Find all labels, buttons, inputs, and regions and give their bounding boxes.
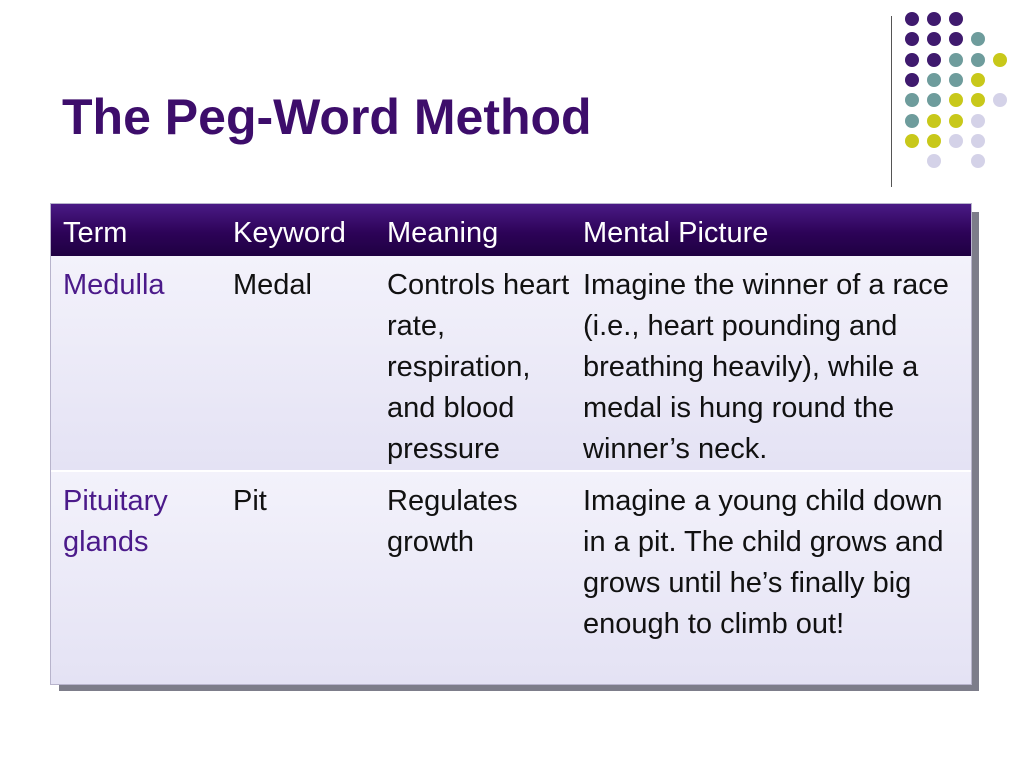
decorative-dot bbox=[905, 12, 919, 26]
decorative-dot bbox=[971, 32, 985, 46]
decorative-dot bbox=[927, 93, 941, 107]
decorative-dot bbox=[949, 134, 963, 148]
decorative-dot bbox=[905, 73, 919, 87]
cell-term: Medulla bbox=[63, 269, 165, 301]
cell-meaning: Controls heart rate, respiration, and blood pressure bbox=[387, 269, 570, 465]
cell-term: Pituitary glands bbox=[63, 485, 168, 558]
cell-keyword: Pit bbox=[233, 485, 267, 517]
decorative-dot bbox=[949, 73, 963, 87]
decorative-dot bbox=[927, 53, 941, 67]
decorative-dot bbox=[927, 134, 941, 148]
decorative-dot bbox=[971, 53, 985, 67]
decorative-dot bbox=[949, 114, 963, 128]
table-row bbox=[51, 472, 971, 684]
decorative-dot bbox=[971, 114, 985, 128]
column-header-keyword: Keyword bbox=[233, 217, 346, 249]
column-header-meaning: Meaning bbox=[387, 217, 499, 249]
table-header-row bbox=[51, 204, 971, 256]
cell-mental-picture: Imagine the winner of a race (i.e., heart pounding and breathing heavily), while a medal is hung round the winner’s neck. bbox=[583, 269, 949, 465]
decorative-dot bbox=[993, 53, 1007, 67]
column-header-mental-picture: Mental Picture bbox=[583, 217, 769, 249]
decorative-dot bbox=[971, 154, 985, 168]
slide-title: The Peg-Word Method bbox=[62, 89, 592, 145]
decorative-dot bbox=[993, 93, 1007, 107]
decorative-dot bbox=[927, 114, 941, 128]
decorative-dot bbox=[905, 53, 919, 67]
decorative-dot bbox=[905, 134, 919, 148]
decorative-dot bbox=[949, 93, 963, 107]
peg-word-table bbox=[50, 203, 972, 685]
decorative-dot bbox=[927, 32, 941, 46]
decorative-dot bbox=[927, 154, 941, 168]
decorative-dot bbox=[905, 32, 919, 46]
table-row bbox=[51, 256, 971, 470]
decorative-dot-grid bbox=[905, 12, 1015, 172]
column-header-term: Term bbox=[63, 217, 128, 249]
decorative-dot bbox=[971, 93, 985, 107]
cell-keyword: Medal bbox=[233, 269, 312, 301]
decorative-dot bbox=[971, 73, 985, 87]
decorative-divider-line bbox=[891, 16, 892, 187]
decorative-dot bbox=[949, 53, 963, 67]
decorative-dot bbox=[905, 114, 919, 128]
decorative-dot bbox=[927, 12, 941, 26]
cell-meaning: Regulates growth bbox=[387, 485, 518, 558]
decorative-dot bbox=[971, 134, 985, 148]
cell-mental-picture: Imagine a young child down in a pit. The child grows and grows until he’s finally big enough to climb out! bbox=[583, 485, 944, 640]
decorative-dot bbox=[927, 73, 941, 87]
decorative-dot bbox=[949, 12, 963, 26]
decorative-dot bbox=[949, 32, 963, 46]
decorative-dot bbox=[905, 93, 919, 107]
